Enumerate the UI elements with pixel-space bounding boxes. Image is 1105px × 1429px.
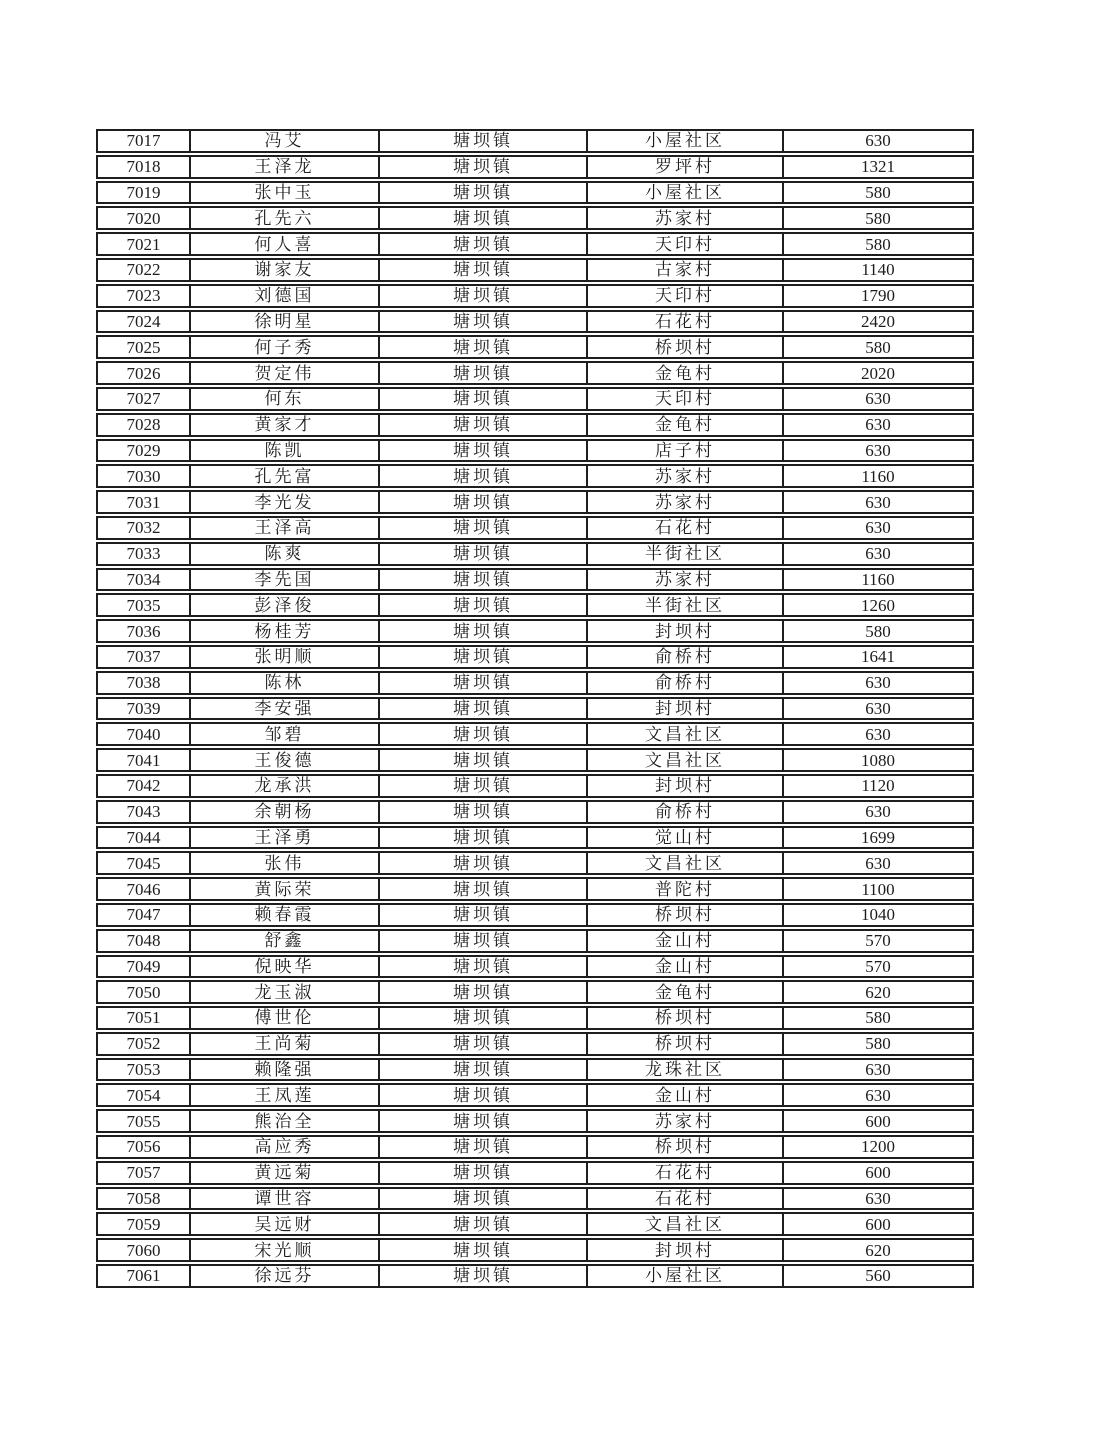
cell-town: 塘坝镇 [378,748,586,772]
cell-name: 王凤莲 [189,1083,378,1107]
cell-village: 苏家村 [586,490,782,514]
cell-serial-number: 7035 [96,593,189,617]
cell-name: 何人喜 [189,232,378,256]
table-row [96,310,974,334]
cell-name: 赖春霞 [189,903,378,927]
cell-name: 黄际荣 [189,877,378,901]
cell-amount: 630 [782,439,974,463]
cell-town: 塘坝镇 [378,929,586,953]
cell-amount: 630 [782,387,974,411]
table-row [96,516,974,540]
cell-serial-number: 7048 [96,929,189,953]
cell-village: 金山村 [586,1083,782,1107]
cell-village: 古家村 [586,258,782,282]
table-row [96,774,974,798]
cell-serial-number: 7020 [96,206,189,230]
cell-amount: 580 [782,335,974,359]
cell-name: 李先国 [189,568,378,592]
cell-town: 塘坝镇 [378,155,586,179]
cell-amount: 1080 [782,748,974,772]
cell-village: 罗坪村 [586,155,782,179]
table-row [96,1212,974,1236]
cell-town: 塘坝镇 [378,464,586,488]
cell-name: 舒鑫 [189,929,378,953]
table-row [96,284,974,308]
cell-name: 徐明星 [189,310,378,334]
cell-amount: 1040 [782,903,974,927]
cell-amount: 580 [782,206,974,230]
table-row [96,155,974,179]
cell-town: 塘坝镇 [378,593,586,617]
cell-serial-number: 7057 [96,1161,189,1185]
cell-amount: 2420 [782,310,974,334]
cell-town: 塘坝镇 [378,387,586,411]
cell-name: 王俊德 [189,748,378,772]
cell-village: 文昌社区 [586,851,782,875]
cell-amount: 580 [782,1032,974,1056]
cell-serial-number: 7030 [96,464,189,488]
cell-serial-number: 7039 [96,697,189,721]
table-row [96,645,974,669]
table-row [96,464,974,488]
cell-serial-number: 7049 [96,955,189,979]
cell-town: 塘坝镇 [378,1212,586,1236]
cell-name: 龙承洪 [189,774,378,798]
cell-name: 李安强 [189,697,378,721]
cell-name: 赖隆强 [189,1058,378,1082]
cell-village: 石花村 [586,516,782,540]
cell-name: 王泽高 [189,516,378,540]
cell-village: 桥坝村 [586,1006,782,1030]
table-row [96,568,974,592]
cell-town: 塘坝镇 [378,413,586,437]
table-row [96,361,974,385]
table-row [96,1187,974,1211]
cell-village: 俞桥村 [586,671,782,695]
cell-name: 邹碧 [189,722,378,746]
cell-amount: 630 [782,800,974,824]
cell-amount: 630 [782,413,974,437]
cell-serial-number: 7029 [96,439,189,463]
cell-name: 傅世伦 [189,1006,378,1030]
cell-name: 余朝杨 [189,800,378,824]
cell-town: 塘坝镇 [378,1058,586,1082]
cell-name: 贺定伟 [189,361,378,385]
cell-town: 塘坝镇 [378,258,586,282]
cell-serial-number: 7023 [96,284,189,308]
cell-serial-number: 7028 [96,413,189,437]
cell-village: 小屋社区 [586,1264,782,1288]
cell-amount: 630 [782,1058,974,1082]
table-row [96,542,974,566]
cell-serial-number: 7059 [96,1212,189,1236]
cell-amount: 1140 [782,258,974,282]
cell-name: 黄远菊 [189,1161,378,1185]
cell-town: 塘坝镇 [378,903,586,927]
cell-town: 塘坝镇 [378,516,586,540]
cell-name: 何东 [189,387,378,411]
table-row [96,671,974,695]
cell-town: 塘坝镇 [378,284,586,308]
cell-name: 彭泽俊 [189,593,378,617]
table-row [96,851,974,875]
table-row [96,593,974,617]
cell-town: 塘坝镇 [378,206,586,230]
cell-amount: 630 [782,697,974,721]
cell-village: 封坝村 [586,697,782,721]
cell-town: 塘坝镇 [378,800,586,824]
cell-name: 谢家友 [189,258,378,282]
cell-name: 黄家才 [189,413,378,437]
cell-village: 天印村 [586,284,782,308]
cell-town: 塘坝镇 [378,129,586,153]
cell-village: 龙珠社区 [586,1058,782,1082]
cell-town: 塘坝镇 [378,1109,586,1133]
table-row [96,955,974,979]
cell-amount: 630 [782,542,974,566]
table-row [96,1264,974,1288]
table-row [96,800,974,824]
cell-village: 普陀村 [586,877,782,901]
cell-name: 冯艾 [189,129,378,153]
table-row [96,1032,974,1056]
cell-amount: 1321 [782,155,974,179]
cell-village: 石花村 [586,310,782,334]
cell-amount: 600 [782,1212,974,1236]
cell-village: 桥坝村 [586,903,782,927]
cell-amount: 580 [782,1006,974,1030]
cell-serial-number: 7054 [96,1083,189,1107]
cell-town: 塘坝镇 [378,181,586,205]
cell-village: 天印村 [586,232,782,256]
cell-village: 石花村 [586,1161,782,1185]
cell-village: 半街社区 [586,542,782,566]
table-row [96,387,974,411]
table-row [96,181,974,205]
cell-village: 苏家村 [586,206,782,230]
cell-serial-number: 7018 [96,155,189,179]
cell-amount: 1790 [782,284,974,308]
cell-serial-number: 7056 [96,1135,189,1159]
cell-village: 苏家村 [586,464,782,488]
cell-town: 塘坝镇 [378,955,586,979]
cell-village: 小屋社区 [586,181,782,205]
table-row [96,206,974,230]
cell-town: 塘坝镇 [378,697,586,721]
cell-amount: 1699 [782,826,974,850]
cell-town: 塘坝镇 [378,439,586,463]
cell-amount: 630 [782,490,974,514]
cell-town: 塘坝镇 [378,310,586,334]
cell-amount: 620 [782,980,974,1004]
cell-amount: 620 [782,1238,974,1262]
cell-name: 张伟 [189,851,378,875]
cell-village: 半街社区 [586,593,782,617]
cell-town: 塘坝镇 [378,1135,586,1159]
cell-town: 塘坝镇 [378,335,586,359]
cell-village: 苏家村 [586,568,782,592]
cell-serial-number: 7024 [96,310,189,334]
cell-name: 陈爽 [189,542,378,566]
table-row [96,1238,974,1262]
table-row [96,929,974,953]
table-row [96,439,974,463]
cell-serial-number: 7047 [96,903,189,927]
table-row [96,1135,974,1159]
cell-village: 觉山村 [586,826,782,850]
cell-amount: 1160 [782,568,974,592]
table-row [96,490,974,514]
cell-serial-number: 7038 [96,671,189,695]
cell-amount: 630 [782,129,974,153]
cell-amount: 1641 [782,645,974,669]
payment-list-table [96,127,974,1290]
table-row [96,413,974,437]
cell-name: 王尚菊 [189,1032,378,1056]
cell-name: 孔先六 [189,206,378,230]
cell-name: 李光发 [189,490,378,514]
cell-village: 文昌社区 [586,1212,782,1236]
table-row [96,335,974,359]
table-row [96,722,974,746]
cell-name: 宋光顺 [189,1238,378,1262]
table-row [96,1083,974,1107]
cell-town: 塘坝镇 [378,722,586,746]
cell-serial-number: 7058 [96,1187,189,1211]
cell-serial-number: 7033 [96,542,189,566]
cell-name: 杨桂芳 [189,619,378,643]
table-row [96,258,974,282]
cell-amount: 630 [782,722,974,746]
table-row [96,1058,974,1082]
cell-serial-number: 7055 [96,1109,189,1133]
cell-village: 店子村 [586,439,782,463]
cell-name: 熊治全 [189,1109,378,1133]
table-row [96,697,974,721]
cell-name: 吴远财 [189,1212,378,1236]
table-row [96,232,974,256]
cell-village: 金龟村 [586,980,782,1004]
cell-serial-number: 7053 [96,1058,189,1082]
cell-name: 王泽勇 [189,826,378,850]
cell-village: 俞桥村 [586,645,782,669]
cell-serial-number: 7034 [96,568,189,592]
cell-name: 徐远芬 [189,1264,378,1288]
cell-serial-number: 7037 [96,645,189,669]
cell-village: 俞桥村 [586,800,782,824]
cell-town: 塘坝镇 [378,671,586,695]
cell-village: 桥坝村 [586,335,782,359]
cell-town: 塘坝镇 [378,980,586,1004]
table-row [96,129,974,153]
cell-serial-number: 7026 [96,361,189,385]
cell-amount: 630 [782,671,974,695]
cell-name: 刘德国 [189,284,378,308]
cell-name: 王泽龙 [189,155,378,179]
cell-village: 桥坝村 [586,1032,782,1056]
cell-village: 天印村 [586,387,782,411]
cell-amount: 1260 [782,593,974,617]
cell-town: 塘坝镇 [378,568,586,592]
cell-serial-number: 7061 [96,1264,189,1288]
cell-amount: 560 [782,1264,974,1288]
cell-serial-number: 7036 [96,619,189,643]
cell-serial-number: 7050 [96,980,189,1004]
cell-amount: 630 [782,1187,974,1211]
cell-serial-number: 7041 [96,748,189,772]
cell-name: 何子秀 [189,335,378,359]
table-row [96,980,974,1004]
cell-amount: 630 [782,851,974,875]
cell-town: 塘坝镇 [378,361,586,385]
cell-village: 封坝村 [586,774,782,798]
cell-name: 孔先富 [189,464,378,488]
cell-serial-number: 7032 [96,516,189,540]
cell-amount: 570 [782,955,974,979]
cell-village: 桥坝村 [586,1135,782,1159]
cell-village: 文昌社区 [586,748,782,772]
cell-amount: 580 [782,181,974,205]
cell-name: 龙玉淑 [189,980,378,1004]
cell-village: 金山村 [586,929,782,953]
cell-amount: 630 [782,516,974,540]
cell-village: 封坝村 [586,1238,782,1262]
cell-serial-number: 7052 [96,1032,189,1056]
cell-village: 金龟村 [586,361,782,385]
cell-town: 塘坝镇 [378,1187,586,1211]
cell-name: 谭世容 [189,1187,378,1211]
cell-serial-number: 7017 [96,129,189,153]
cell-village: 苏家村 [586,1109,782,1133]
cell-town: 塘坝镇 [378,1238,586,1262]
cell-amount: 2020 [782,361,974,385]
cell-amount: 630 [782,1083,974,1107]
table-row [96,619,974,643]
cell-serial-number: 7027 [96,387,189,411]
cell-name: 陈林 [189,671,378,695]
cell-serial-number: 7044 [96,826,189,850]
table-row [96,1109,974,1133]
cell-town: 塘坝镇 [378,490,586,514]
cell-village: 小屋社区 [586,129,782,153]
cell-village: 金山村 [586,955,782,979]
cell-amount: 580 [782,232,974,256]
cell-serial-number: 7060 [96,1238,189,1262]
cell-serial-number: 7022 [96,258,189,282]
cell-name: 陈凯 [189,439,378,463]
cell-serial-number: 7021 [96,232,189,256]
cell-serial-number: 7019 [96,181,189,205]
cell-village: 金龟村 [586,413,782,437]
cell-amount: 580 [782,619,974,643]
cell-amount: 1160 [782,464,974,488]
cell-serial-number: 7051 [96,1006,189,1030]
cell-town: 塘坝镇 [378,619,586,643]
cell-name: 张明顺 [189,645,378,669]
cell-town: 塘坝镇 [378,1264,586,1288]
cell-serial-number: 7040 [96,722,189,746]
cell-town: 塘坝镇 [378,826,586,850]
cell-serial-number: 7042 [96,774,189,798]
table-row [96,1006,974,1030]
cell-serial-number: 7046 [96,877,189,901]
cell-town: 塘坝镇 [378,1161,586,1185]
cell-town: 塘坝镇 [378,645,586,669]
table-row [96,748,974,772]
cell-serial-number: 7045 [96,851,189,875]
table-body [96,129,974,1288]
cell-town: 塘坝镇 [378,1083,586,1107]
cell-town: 塘坝镇 [378,1032,586,1056]
cell-village: 石花村 [586,1187,782,1211]
cell-amount: 1120 [782,774,974,798]
cell-town: 塘坝镇 [378,851,586,875]
table-row [96,826,974,850]
cell-village: 封坝村 [586,619,782,643]
cell-serial-number: 7043 [96,800,189,824]
cell-amount: 570 [782,929,974,953]
table-row [96,877,974,901]
cell-amount: 1100 [782,877,974,901]
cell-town: 塘坝镇 [378,877,586,901]
table-row [96,903,974,927]
cell-town: 塘坝镇 [378,542,586,566]
cell-town: 塘坝镇 [378,774,586,798]
cell-serial-number: 7031 [96,490,189,514]
cell-name: 张中玉 [189,181,378,205]
cell-village: 文昌社区 [586,722,782,746]
cell-town: 塘坝镇 [378,232,586,256]
cell-amount: 1200 [782,1135,974,1159]
table-row [96,1161,974,1185]
cell-town: 塘坝镇 [378,1006,586,1030]
cell-serial-number: 7025 [96,335,189,359]
cell-amount: 600 [782,1109,974,1133]
cell-name: 倪映华 [189,955,378,979]
cell-name: 高应秀 [189,1135,378,1159]
cell-amount: 600 [782,1161,974,1185]
